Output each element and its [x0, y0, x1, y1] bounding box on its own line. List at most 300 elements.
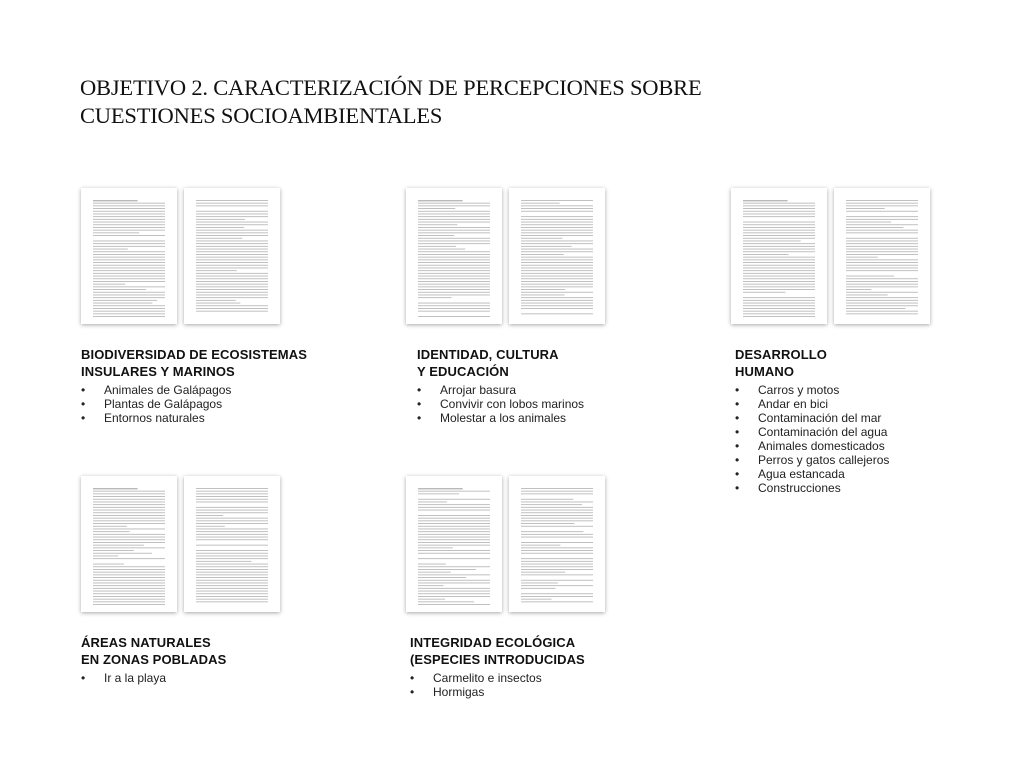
list-item: • Ir a la playa: [81, 671, 341, 685]
text-line: [93, 230, 165, 231]
category-biodiversidad: [81, 188, 341, 425]
text-line: [196, 596, 268, 597]
document-page-thumbnail[interactable]: [184, 188, 280, 324]
text-line: [418, 305, 490, 306]
text-line: [418, 232, 490, 233]
text-line: [521, 561, 593, 562]
text-line: [418, 531, 490, 532]
text-line: [196, 268, 268, 269]
text-line: [196, 216, 268, 217]
list-item: • Arrojar basura: [417, 383, 666, 397]
text-line: [196, 556, 268, 557]
text-line: [196, 262, 268, 263]
text-line: [93, 211, 165, 212]
text-line: [93, 518, 165, 519]
text-line: [418, 251, 490, 252]
text-line: [196, 515, 223, 516]
text-line: [196, 235, 268, 236]
text-line: [93, 585, 165, 586]
text-line: [743, 286, 815, 287]
text-line: [846, 311, 918, 312]
text-line: [93, 281, 165, 282]
text-line: [93, 507, 165, 508]
text-line: [521, 268, 593, 269]
text-line: [418, 493, 459, 494]
list-item: • Animales de Galápagos: [81, 383, 341, 397]
text-line: [418, 249, 465, 250]
text-line: [521, 257, 593, 258]
text-line: [743, 273, 815, 274]
document-page-thumbnail[interactable]: [81, 188, 177, 324]
text-line: [846, 278, 918, 279]
text-line: [521, 254, 564, 255]
text-line: [93, 550, 134, 551]
text-line: [418, 537, 490, 538]
document-thumbnails: [81, 476, 341, 616]
document-page-thumbnail[interactable]: [184, 476, 280, 612]
text-line: [196, 566, 268, 567]
text-line: [418, 604, 490, 605]
text-line: [418, 276, 490, 277]
category-heading: [406, 634, 666, 668]
category-heading-line: INSULARES Y MARINOS: [81, 364, 235, 379]
text-line: [846, 308, 905, 309]
text-line: [521, 585, 593, 586]
text-line: [196, 300, 236, 301]
text-line: [93, 502, 165, 503]
text-line: [196, 254, 268, 255]
text-line: [93, 232, 139, 233]
text-line: [196, 273, 268, 274]
text-line: [521, 281, 593, 282]
text-line: [93, 564, 124, 565]
text-line: [93, 558, 165, 559]
text-line: [93, 203, 165, 204]
text-line: [93, 553, 152, 554]
text-line: [93, 504, 165, 505]
text-line: [93, 596, 165, 597]
text-line: [418, 523, 490, 524]
document-thumbnails: [731, 188, 991, 328]
text-line: [521, 303, 593, 304]
text-line: [418, 499, 490, 500]
text-line: [196, 211, 268, 212]
text-line: [93, 297, 165, 298]
text-line: [521, 203, 560, 204]
text-line: [93, 308, 165, 309]
text-line: [521, 259, 593, 260]
text-line: [418, 529, 490, 530]
text-line: [846, 246, 918, 247]
text-line: [521, 305, 593, 306]
text-line: [196, 507, 268, 508]
document-page-thumbnail[interactable]: [834, 188, 930, 324]
text-line: [418, 292, 490, 293]
category-heading: [81, 346, 341, 380]
text-line: [743, 249, 815, 250]
text-line: [743, 316, 815, 317]
text-line: [846, 203, 918, 204]
text-line: [743, 235, 815, 236]
document-page-thumbnail[interactable]: [81, 476, 177, 612]
list-item: • Convivir con lobos marinos: [417, 397, 666, 411]
text-line: [846, 265, 918, 266]
text-line: [743, 208, 815, 209]
text-line: [196, 232, 268, 233]
text-line: [521, 235, 593, 236]
text-line: [743, 281, 815, 282]
text-line: [196, 585, 268, 586]
list-item: • Molestar a los animales: [417, 411, 666, 425]
category-heading-line: BIODIVERSIDAD DE ECOSISTEMAS: [81, 347, 307, 362]
list-item: • Carmelito e insectos: [410, 671, 666, 685]
text-line: [743, 205, 815, 206]
text-line: [93, 278, 165, 279]
text-line: [93, 208, 165, 209]
text-line: [743, 241, 801, 242]
text-line: [743, 262, 815, 263]
text-line: [196, 222, 268, 223]
text-line: [418, 238, 490, 239]
text-line: [521, 534, 593, 535]
text-line: [418, 510, 490, 511]
text-line: [196, 289, 268, 290]
text-line: [846, 297, 918, 298]
text-line: [418, 268, 490, 269]
text-line: [93, 224, 165, 225]
text-line: [418, 515, 490, 516]
text-line: [418, 520, 490, 521]
text-line: [196, 311, 268, 312]
page-title-line: OBJETIVO 2. CARACTERIZACIÓN DE PERCEPCIONES SOBRE: [80, 75, 702, 100]
text-line: [521, 230, 593, 231]
text-line: [196, 574, 268, 575]
text-line: [196, 227, 244, 228]
text-line: [846, 205, 918, 206]
text-line: [196, 510, 268, 511]
text-line: [93, 499, 165, 500]
page-title: [80, 74, 800, 130]
text-line: [846, 300, 918, 301]
text-line: [418, 297, 451, 298]
item-list: [81, 671, 341, 685]
text-line: [93, 574, 165, 575]
text-line: [846, 303, 918, 304]
text-line: [93, 205, 165, 206]
text-line: [521, 246, 572, 247]
text-line: [418, 588, 490, 589]
list-item: • Entornos naturales: [81, 411, 341, 425]
text-line: [196, 230, 268, 231]
text-line: [418, 566, 490, 567]
text-line: [418, 550, 490, 551]
text-line: [418, 572, 451, 573]
text-line: [418, 211, 490, 212]
text-line: [196, 259, 268, 260]
text-line: [846, 270, 918, 271]
text-line: [196, 251, 268, 252]
text-line: [521, 313, 593, 314]
text-line: [196, 534, 268, 535]
category-heading-line: EN ZONAS POBLADAS: [81, 652, 227, 667]
text-line: [743, 303, 815, 304]
text-line: [93, 219, 165, 220]
text-line: [93, 547, 165, 548]
text-line: [846, 238, 918, 239]
text-line: [196, 496, 268, 497]
text-line: [93, 529, 165, 530]
text-line: [196, 265, 268, 266]
text-line: [196, 569, 268, 570]
text-line: [418, 542, 490, 543]
text-line: [846, 216, 918, 217]
text-line: [93, 531, 130, 532]
text-line: [521, 545, 560, 546]
text-line: [521, 216, 593, 217]
text-line: [743, 289, 815, 290]
document-thumbnails: [406, 476, 666, 616]
text-line: [418, 564, 446, 565]
text-line: [418, 580, 490, 581]
text-line: [93, 259, 165, 260]
text-line: [521, 243, 593, 244]
text-line: [93, 537, 165, 538]
text-line: [418, 599, 445, 600]
text-line: [418, 502, 447, 503]
text-line: [93, 214, 165, 215]
text-line: [93, 243, 165, 244]
text-line: [521, 289, 565, 290]
text-line: [521, 219, 593, 220]
text-line: [93, 496, 165, 497]
text-line: [521, 276, 593, 277]
text-line: [418, 545, 490, 546]
text-line: [743, 216, 815, 217]
text-line: [846, 305, 918, 306]
list-item: • Animales domesticados: [735, 439, 991, 453]
text-line: [93, 583, 165, 584]
text-line: [196, 295, 268, 296]
text-line: [418, 235, 454, 236]
category-heading: [731, 346, 991, 380]
text-line: [418, 539, 490, 540]
text-line: [93, 488, 138, 489]
text-line: [418, 553, 490, 554]
text-line: [846, 224, 918, 225]
text-line: [93, 577, 165, 578]
text-line: [521, 515, 593, 516]
text-line: [743, 222, 815, 223]
text-line: [93, 227, 165, 228]
text-line: [93, 265, 165, 266]
text-line: [418, 311, 490, 312]
category-heading-line: IDENTIDAD, CULTURA: [417, 347, 559, 362]
text-line: [196, 593, 268, 594]
text-line: [521, 308, 593, 309]
category-heading-line: INTEGRIDAD ECOLÓGICA: [410, 635, 576, 650]
text-line: [93, 216, 165, 217]
text-line: [418, 596, 490, 597]
text-line: [93, 222, 165, 223]
text-line: [93, 200, 138, 201]
text-line: [418, 577, 466, 578]
text-line: [93, 510, 165, 511]
category-heading: [81, 634, 341, 668]
category-areas-naturales: [81, 476, 341, 685]
text-line: [521, 601, 593, 602]
text-line: [521, 224, 593, 225]
document-page-thumbnail[interactable]: [509, 188, 605, 324]
text-line: [196, 249, 268, 250]
text-line: [418, 278, 490, 279]
text-line: [521, 200, 593, 201]
text-line: [521, 588, 555, 589]
text-line: [521, 222, 593, 223]
text-line: [743, 300, 815, 301]
text-line: [93, 545, 144, 546]
text-line: [743, 254, 789, 255]
text-line: [93, 262, 165, 263]
text-line: [93, 311, 165, 312]
text-line: [418, 488, 463, 489]
text-line: [418, 243, 490, 244]
text-line: [521, 520, 593, 521]
document-page-thumbnail[interactable]: [406, 188, 502, 324]
text-line: [418, 281, 490, 282]
text-line: [743, 278, 815, 279]
text-line: [93, 491, 165, 492]
text-line: [418, 259, 490, 260]
text-line: [521, 526, 593, 527]
text-line: [93, 268, 165, 269]
text-line: [521, 278, 593, 279]
text-line: [196, 281, 268, 282]
text-line: [93, 542, 165, 543]
text-line: [418, 308, 490, 309]
text-line: [521, 241, 593, 242]
text-line: [743, 292, 785, 293]
item-list: [406, 383, 666, 425]
text-line: [846, 286, 918, 287]
text-line: [521, 593, 593, 594]
text-line: [846, 232, 918, 233]
text-line: [93, 300, 157, 301]
category-heading-line: DESARROLLO: [735, 347, 827, 362]
text-line: [93, 249, 128, 250]
text-line: [521, 558, 593, 559]
text-line: [418, 208, 455, 209]
text-line: [521, 580, 593, 581]
text-line: [93, 534, 165, 535]
text-line: [196, 583, 268, 584]
text-line: [521, 208, 593, 209]
text-line: [196, 523, 268, 524]
document-page-thumbnail[interactable]: [509, 476, 605, 612]
text-line: [93, 523, 165, 524]
text-line: [93, 305, 165, 306]
document-page-thumbnail[interactable]: [406, 476, 502, 612]
text-line: [196, 200, 268, 201]
text-line: [196, 284, 268, 285]
text-line: [418, 270, 490, 271]
text-line: [521, 292, 593, 293]
text-line: [743, 257, 815, 258]
text-line: [196, 203, 268, 204]
text-line: [743, 200, 788, 201]
text-line: [93, 313, 165, 314]
text-line: [418, 214, 490, 215]
text-line: [196, 599, 268, 600]
text-line: [418, 227, 490, 228]
text-line: [418, 558, 490, 559]
text-line: [418, 526, 490, 527]
text-line: [418, 246, 456, 247]
text-line: [93, 588, 165, 589]
text-line: [196, 520, 268, 521]
text-line: [521, 502, 593, 503]
text-line: [521, 284, 593, 285]
text-line: [196, 545, 268, 546]
text-line: [846, 262, 918, 263]
text-line: [521, 569, 593, 570]
text-line: [93, 599, 165, 600]
text-line: [196, 577, 268, 578]
item-list: [81, 383, 341, 425]
text-line: [93, 601, 165, 602]
text-line: [846, 313, 918, 314]
text-line: [196, 286, 268, 287]
text-line: [196, 270, 237, 271]
text-line: [418, 205, 490, 206]
text-line: [521, 227, 593, 228]
list-item: • Plantas de Galápagos: [81, 397, 341, 411]
text-line: [418, 289, 490, 290]
text-line: [418, 569, 476, 570]
text-line: [743, 270, 815, 271]
category-desarrollo: [731, 188, 991, 495]
text-line: [196, 601, 268, 602]
text-line: [418, 219, 490, 220]
text-line: [846, 268, 918, 269]
list-item: • Contaminación del agua: [735, 425, 991, 439]
category-heading-line: Y EDUCACIÓN: [417, 364, 509, 379]
text-line: [521, 270, 593, 271]
text-line: [743, 243, 815, 244]
text-line: [521, 491, 593, 492]
text-line: [418, 585, 443, 586]
text-line: [418, 504, 490, 505]
text-line: [846, 295, 888, 296]
text-line: [93, 251, 165, 252]
text-line: [196, 529, 268, 530]
text-line: [196, 539, 268, 540]
text-line: [418, 574, 490, 575]
text-line: [846, 208, 885, 209]
text-line: [93, 276, 165, 277]
text-line: [93, 526, 127, 527]
document-page-thumbnail[interactable]: [731, 188, 827, 324]
text-line: [418, 534, 490, 535]
text-line: [743, 313, 815, 314]
text-line: [846, 222, 891, 223]
category-integridad: [406, 476, 666, 699]
item-list: [731, 383, 991, 495]
list-item: • Hormigas: [410, 685, 666, 699]
list-item: • Andar en bici: [735, 397, 991, 411]
text-line: [93, 539, 165, 540]
list-item: • Construcciones: [735, 481, 991, 495]
text-line: [196, 224, 268, 225]
